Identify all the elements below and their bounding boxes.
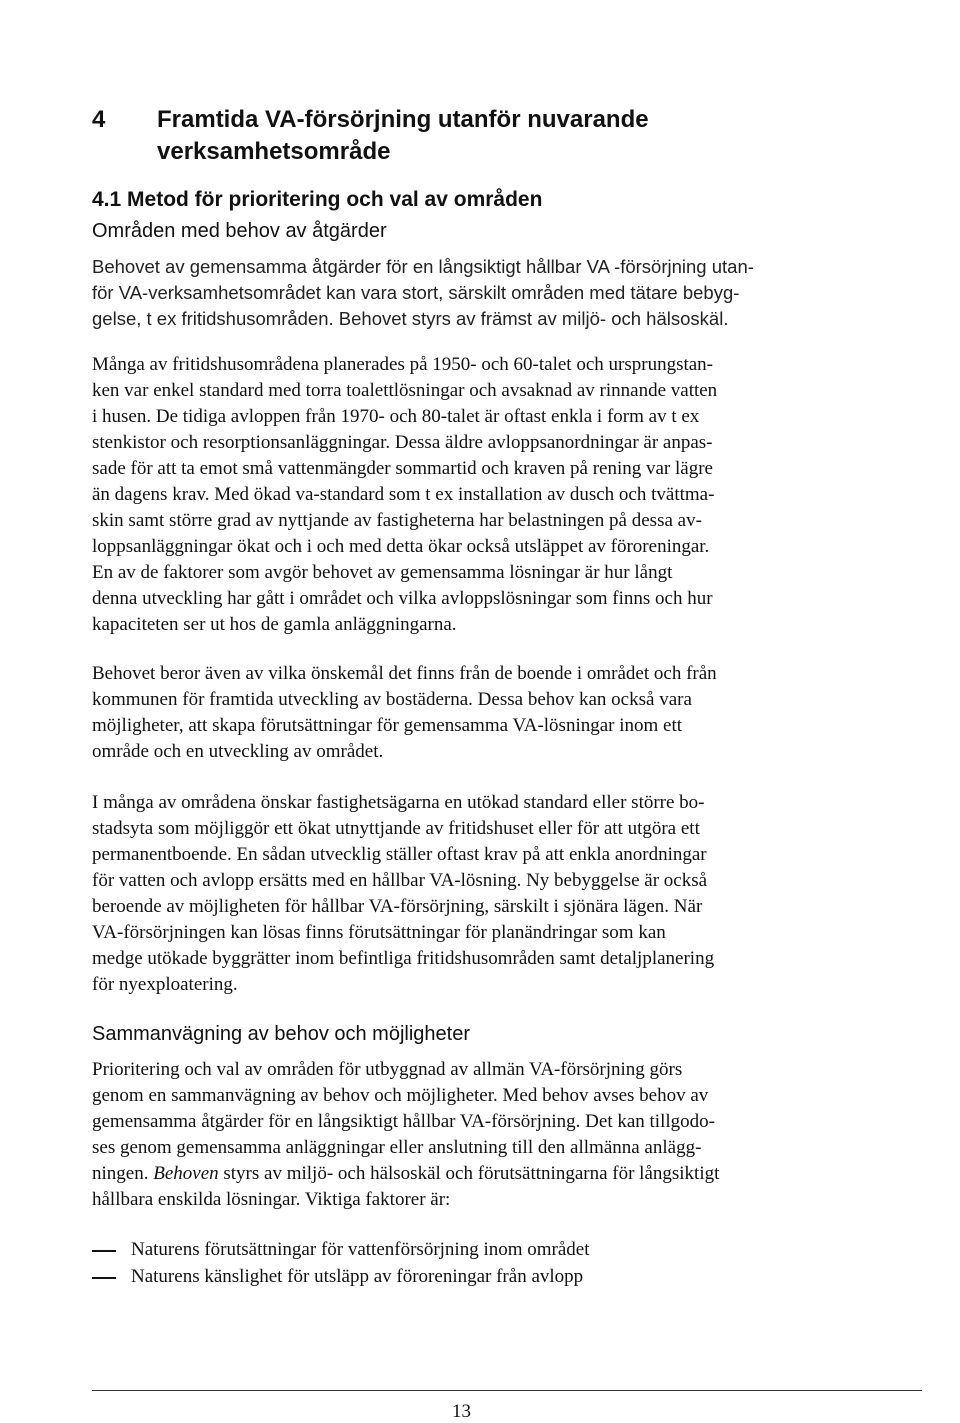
text-line: gemensamma åtgärder för en långsiktigt hållbar VA-försörjning. Det kan tillgodo-	[92, 1111, 715, 1132]
text-line: Behovet beror även av vilka önskemål det finns från de boende i området och från	[92, 663, 717, 684]
text-line: ken var enkel standard med torra toalettlösningar och avsaknad av rinnande vatten	[92, 380, 718, 401]
text-line: möjligheter, att skapa förutsättningar för gemensamma VA-lösningar inom ett	[92, 715, 683, 736]
text-line: kapaciteten ser ut hos de gamla anläggningarna.	[92, 614, 457, 635]
chapter-title: Framtida VA-försörjning utanför nuvarande verksamhetsområde	[157, 106, 649, 165]
text-line: stadsyta som möjliggör ett ökat utnyttjande av fritidshuset eller för att utgöra ett	[92, 818, 700, 839]
text-line: VA-försörjningen kan lösas finns förutsättningar för planändringar som kan	[92, 922, 666, 943]
text-line: beroende av möjligheten för hållbar VA-försörjning, särskilt i sjönära lägen. När	[92, 896, 703, 917]
text-line: I många av områdena önskar fastighetsägarna en utökad standard eller större bo-	[92, 792, 705, 813]
text-line: Många av fritidshusområdena planerades på 1950- och 60-talet och ursprungstan-	[92, 354, 713, 375]
list-item-text: Naturens känslighet för utsläpp av föroreningar från avlopp	[131, 1266, 584, 1287]
text-line: loppsanläggningar ökat och i och med detta ökar också utsläppet av föroreningar.	[92, 536, 710, 557]
text-line: denna utveckling har gått i området och vilka avloppslösningar som finns och hur	[92, 588, 713, 609]
text-line: sade för att ta emot små vattenmängder sommartid och kraven på rening var lägre	[92, 458, 713, 479]
text-line: genom en sammanvägning av behov och möjligheter. Med behov avses behov av	[92, 1085, 709, 1106]
text-line: Behovet av gemensamma åtgärder för en långsiktigt hållbar VA -försörjning utan-	[92, 256, 754, 277]
text-line: kommunen för framtida utveckling av bostäderna. Dessa behov kan också vara	[92, 689, 692, 710]
text-line: område och en utveckling av området.	[92, 741, 384, 762]
text-line: medge utökade byggrätter inom befintliga fritidshusområden samt detaljplanering	[92, 948, 715, 969]
text-fragment: ningen.	[92, 1163, 154, 1184]
text-line: Prioritering och val av områden för utbyggnad av allmän VA-försörjning görs	[92, 1059, 683, 1080]
dash-bullet-icon	[92, 1277, 116, 1279]
italic-term: Behoven	[153, 1163, 219, 1184]
text-fragment: styrs av miljö- och hälsoskäl och förutsättningarna för långsiktigt	[218, 1163, 720, 1184]
text-line	[92, 1161, 719, 1187]
subsection-heading-behov: Områden med behov av åtgärder	[92, 220, 387, 242]
text-line: gelse, t ex fritidshusområden. Behovet styrs av främst av miljö- och hälsoskäl.	[92, 308, 729, 329]
text-line: skin samt större grad av nyttjande av fastigheterna har belastningen på dessa av-	[92, 510, 702, 531]
text-line: för vatten och avlopp ersätts med en hållbar VA-lösning. Ny bebyggelse är också	[92, 870, 708, 891]
text-line: än dagens krav. Med ökad va-standard som t ex installation av dusch och tvättma-	[92, 484, 715, 505]
text-line: permanentboende. En sådan utvecklig ställer oftast krav på att enkla anordningar	[92, 844, 707, 865]
section-heading: 4.1 Metod för prioritering och val av områden	[92, 188, 543, 211]
text-line: stenkistor och resorptionsanläggningar. Dessa äldre avloppsanordningar är anpas-	[92, 432, 713, 453]
page-number: 13	[452, 1401, 471, 1422]
text-line: för nyexploatering.	[92, 974, 238, 995]
text-line: hållbara enskilda lösningar. Viktiga faktorer är:	[92, 1189, 451, 1210]
text-line: ses genom gemensamma anläggningar eller anslutning till den allmänna anlägg-	[92, 1137, 702, 1158]
text-line: för VA-verksamhetsområdet kan vara stort, särskilt områden med tätare bebyg-	[92, 282, 740, 303]
chapter-number: 4	[92, 106, 106, 133]
text-line: En av de faktorer som avgör behovet av gemensamma lösningar är hur långt	[92, 562, 673, 583]
text-line: i husen. De tidiga avloppen från 1970- och 80-talet är oftast enkla i form av t ex	[92, 406, 700, 427]
list-item-text: Naturens förutsättningar för vattenförsörjning inom området	[131, 1239, 590, 1260]
subsection-heading-sammanvagning: Sammanvägning av behov och möjligheter	[92, 1023, 470, 1045]
footer-divider	[92, 1390, 922, 1391]
dash-bullet-icon	[92, 1250, 116, 1252]
